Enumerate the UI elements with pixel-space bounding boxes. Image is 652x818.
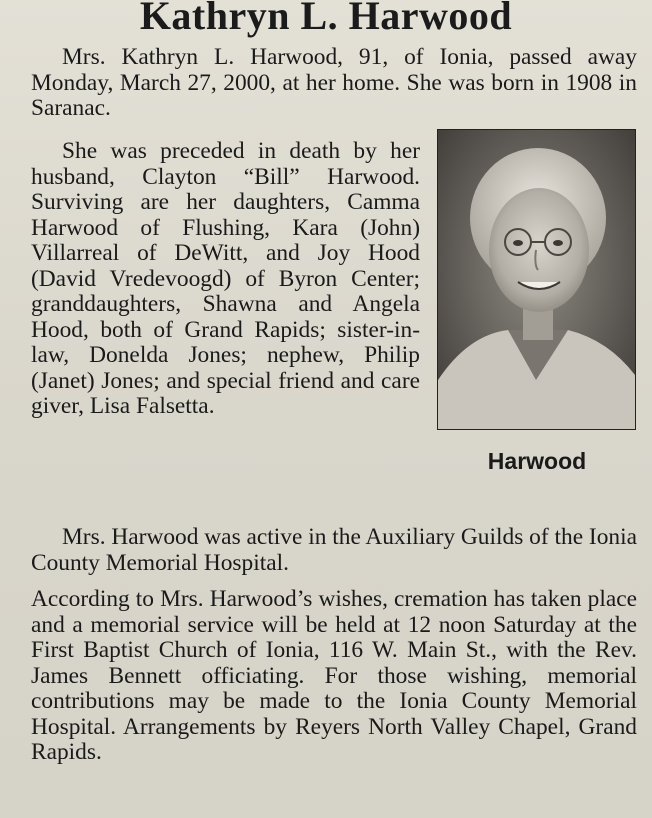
paragraph-2: She was preceded in death by her husband, Clayton “Bill” Harwood. Surviving are her daughters, Camma Harwood of Flushing, Kara (John) Villarreal of DeWitt, and Joy Hood (David Vredevoogd) of Byron Center; granddaughters, Shawna and Angela Hood, both of Grand Rapids; sister-in-law, Donelda Jones; nephew, Philip (Janet) Jones; and special friend and care giver, Lisa Falsetta. (31, 138, 420, 419)
photo-caption: Harwood (487, 448, 587, 474)
paragraph-4: According to Mrs. Harwood’s wishes, cremation has taken place and a memorial service will be held at 12 noon Saturday at the First Baptist Church of Ionia, 116 W. Main St., with the Rev. James Bennett officiating. For those wishing, memorial contributions may be made to the Ionia County Memorial Hospital. Arrangements by Reyers North Valley Chapel, Grand Rapids. (31, 586, 637, 765)
paragraph-3-block (31, 525, 637, 576)
obituary-title: Kathryn L. Harwood (139, 0, 513, 38)
paragraph-4-block (31, 587, 637, 766)
portrait-image (438, 130, 635, 429)
paragraph-1-block (31, 45, 637, 122)
portrait-photo (437, 129, 636, 430)
paragraph-2-block (31, 139, 420, 420)
paragraph-1: Mrs. Kathryn L. Harwood, 91, of Ionia, passed away Monday, March 27, 2000, at her home. She was born in 1908 in Saranac. (31, 44, 637, 121)
paragraph-3: Mrs. Harwood was active in the Auxiliary Guilds of the Ionia County Memorial Hospital. (31, 524, 637, 576)
